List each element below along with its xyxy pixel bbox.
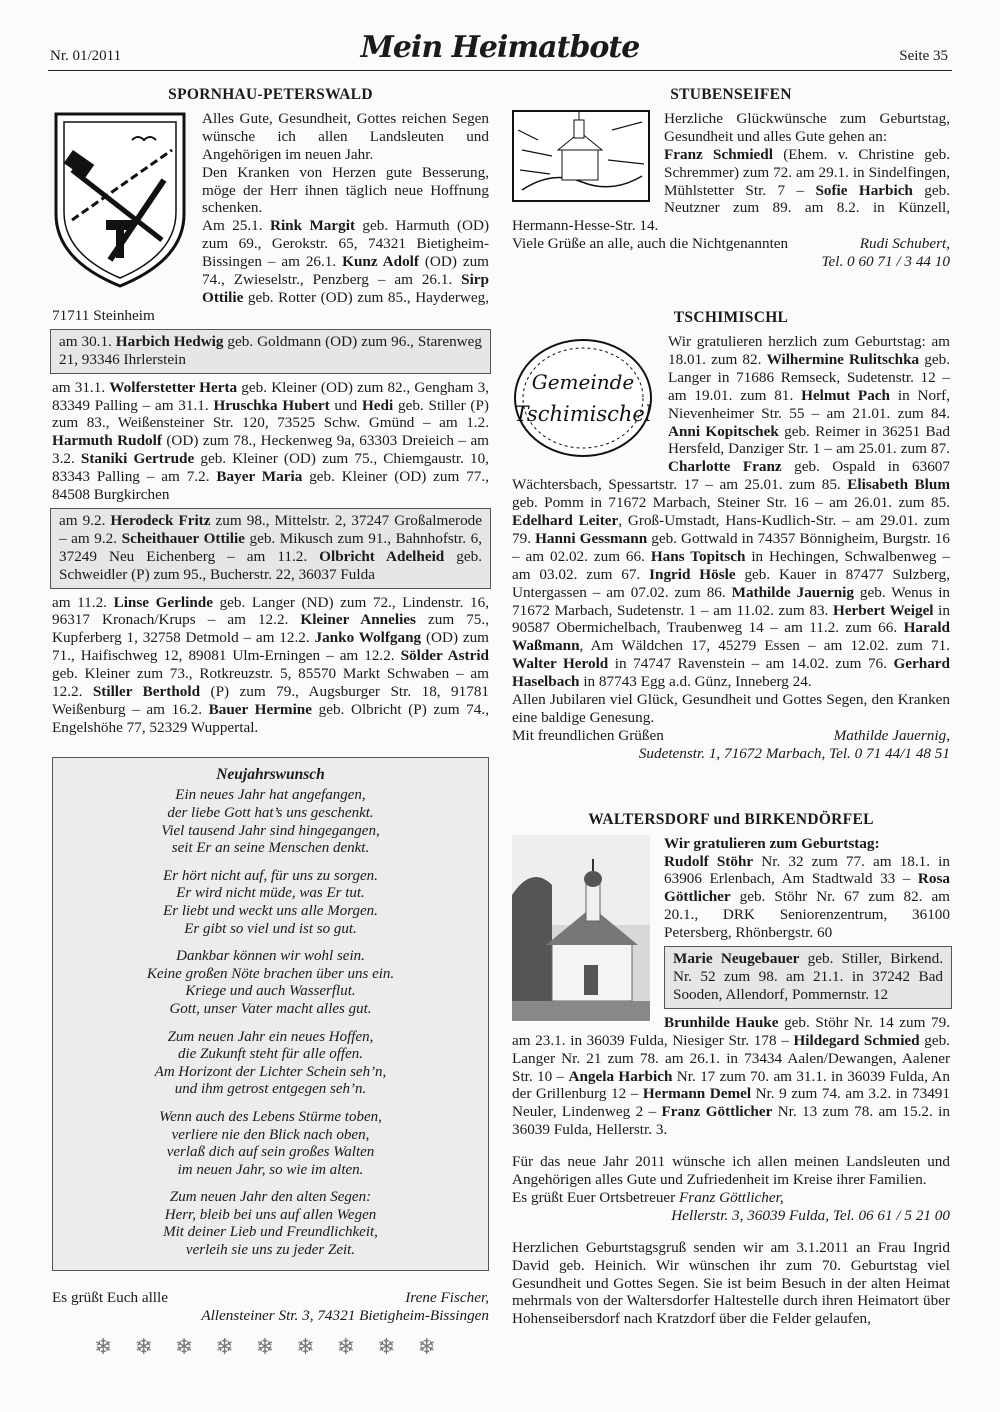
tschimischl-signature: Mit freundlichen Grüßen Mathilde Jauernig, <box>512 726 950 744</box>
section-title-spornhau: SPORNHAU-PETERSWALD <box>168 86 373 103</box>
spornhau-address: Allensteiner Str. 3, 74321 Bietigheim-Bissingen <box>201 1306 489 1324</box>
svg-text:Gemeinde: Gemeinde <box>531 369 635 394</box>
waltersdorf-birthdays-2: Brunhilde Hauke geb. Stöhr Nr. 14 zum 79. am 23.1. in 36039 Fulda, Niesiger Str. 178 – Hildegard Schmied geb. Langer Nr. 21 zum 78. am 26.1. in 73434 Aalen/Dewangen, Aalener Str. 10 – Angela Harbich Nr. 17 zum 70. am 31.1. in 36039 Fulda, An der Grillenburg 12 – Hermann Demel Nr. 9 zum 74. am 3.2. in 73491 Neuler, Lindenweg 2 – Franz Göttlicher Nr. 13 zum 78. am 15.2. in 36039 Fulda, Hellerstr. 3. <box>512 1013 950 1139</box>
waltersdorf-wish: Für das neue Jahr 2011 wünsche ich allen meinen Landsleuten und Angehörigen alles Gute und Zufriedenheit im Kreise ihrer Familien. <box>512 1153 950 1189</box>
section-title-waltersdorf: WALTERSDORF und BIRKENDÖRFEL <box>588 810 874 828</box>
stubenseifen-signature: Viele Grüße an alle, auch die Nichtgenannten Rudi Schubert, <box>512 235 950 253</box>
snowflake-row-icon: ❄ ❄ ❄ ❄ ❄ ❄ ❄ ❄ ❄ <box>94 1334 436 1360</box>
coat-of-arms-image <box>52 110 188 290</box>
new-year-poem-box <box>52 757 489 1271</box>
poem-stanza: Zum neuen Jahr ein neues Hoffen, die Zukunft steht für alle offen. Am Horizont der Lichter Schein seh’n, und ihm getrost entgegen seh’n. <box>154 1028 387 1098</box>
spornhau-birthdays-2: am 31.1. Wolferstetter Herta geb. Kleiner (OD) zum 82., Gengham 3, 83349 Palling – am 31.1. Hruschka Hubert und Hedi geb. Stiller (P) zum 83., Weißensteiner Str. 120, 73525 Schw. Gmünd – am 1.2. Harmuth Rudolf (OD) zum 78., Heckenweg 9a, 63303 Dreieich – am 3.2. Staniki Gertrude geb. Kleiner (OD) zum 75., Chiemgaustr. 10, 83343 Palling – am 7.2. Bayer Maria geb. Kleiner (OD) zum 77., 84508 Burgkirchen <box>52 378 490 504</box>
left-column <box>52 86 490 1360</box>
tschimischl-address: Sudetenstr. 1, 71672 Marbach, Tel. 0 71 44/1 48 51 <box>638 744 950 762</box>
issue-number: Nr. 01/2011 <box>50 48 122 64</box>
waltersdorf-greeting-david: Herzlichen Geburtstagsgruß senden wir am 3.1.2011 an Frau Ingrid David geb. Heinich. Wir wünschen ihr zum 70. Geburtstag viel Gesundheit und Gottes Segen. Sie ist beim Besuch in der alten Heimat mehrmals von der Waltersdorfer Haltestelle durch ihren Heimatort über Hohenseibersdorf nach Kratzdorf über die Felder gelaufen, <box>512 1238 950 1328</box>
church-drawing-image <box>512 110 650 202</box>
section-title-tschimischl: TSCHIMISCHL <box>673 309 789 327</box>
page-number: Seite 35 <box>899 48 948 64</box>
spornhau-signature: Es grüßt Euch allle Irene Fischer, <box>52 1288 489 1306</box>
stubenseifen-phone: Tel. 0 60 71 / 3 44 10 <box>821 253 950 271</box>
poem-stanza: Wenn auch des Lebens Stürme toben, verliere nie den Blick nach oben, verlaß dich auf sein großes Walten im neuen Jahr, so wie im alten. <box>159 1108 382 1178</box>
waltersdorf-address: Hellerstr. 3, 36039 Fulda, Tel. 06 61 / 5 21 00 <box>671 1206 950 1224</box>
section-title-stubenseifen: STUBENSEIFEN <box>670 86 792 103</box>
spornhau-greeting: Alles Gute, Gesundheit, Gottes reichen Segen wünsche ich allen Landsleuten und Angehörigen im neuen Jahr. <box>202 109 489 163</box>
right-column <box>512 86 950 1328</box>
poem-stanza: Ein neues Jahr hat angefangen, der liebe Gott hat’s uns geschenkt. Viel tausend Jahr sind hingegangen, seit Er an seine Menschen denkt. <box>161 787 380 857</box>
poem-title: Neujahrswunsch <box>216 765 325 783</box>
svg-text:Tschimischel: Tschimischel <box>514 401 652 426</box>
spornhau-wish: Den Kranken von Herzen gute Besserung, möge der Herr ihnen täglich neue Hoffnung schenken. <box>202 163 489 217</box>
tschimischl-wish: Allen Jubilaren viel Glück, Gesundheit und Gottes Segen, den Kranken eine baldige Genesung. <box>512 691 950 726</box>
municipal-seal-image <box>512 333 654 463</box>
tschimischl-birthdays: Wir gratulieren herzlich zum Geburtstag: am 18.01. zum 82. Wilhermine Rulitschka geb. Langer in 71686 Remseck, Sudetenstr. 12 – am 19.01. zum 81. Helmut Pach in Norf, Nievenheimer Str. 55 – am 21.01. zum 84. Anni Kopitschek geb. Reimer in 36251 Bad Hersfeld, Danziger Str. 1 – am 25.01. zum 87. Charlotte Franz geb. Ospald in 63607 Wächtersbach, Spessartstr. 17 – am 25.01. zum 85. Elisabeth Blum geb. Pomm in 71672 Marbach, Steiner Str. 16 – am 26.01. zum 85. Edelhard Leiter, Groß-Umstadt, Hans-Kudlich-Str. – am 29.01. zum 79. Hanni Gessmann geb. Gottwald in 74357 Bönnigheim, Burgstr. 16 – am 02.02. zum 66. Hans Topitsch in Hechingen, Schwalbenweg – am 03.02. zum 67. Ingrid Hösle geb. Kauer in 87477 Sulzberg, Untergassen – am 07.02. zum 86. Mathilde Jauernig geb. Wenus in 71672 Marbach, Sudetenstr. 1 – am 11.02. zum 83. Herbert Weigel in 90587 Obermichelbach, Traubenweg 14 – am 11.2. zum 66. Harald Waßmann, Am Wäldchen 17, 45279 Essen – am 12.02. zum 71. Walter Herold in 74747 Ravenstein – am 14.02. zum 76. Gerhard Haselbach in 87743 Egg a.d. Günz, Inneberg 24. <box>512 332 951 691</box>
highlight-box-harbich: am 30.1. Harbich Hedwig geb. Goldmann (OD) zum 96., Starenweg 21, 93346 Ihrlerstein <box>50 329 491 374</box>
chapel-photo-image <box>512 835 650 1021</box>
stubenseifen-intro: Herzliche Glückwünsche zum Geburtstag, Gesundheit und alles Gute gehen an: <box>664 109 950 145</box>
spornhau-birthdays-3: am 11.2. Linse Gerlinde geb. Langer (ND) zum 72., Lindenstr. 16, 96317 Kronach/Krups – am 12.2. Kleiner Annelies zum 75., Kupferberg 1, 32758 Detmold – am 12.2. Janko Wolfgang (OD) zum 71., Haifischweg 12, 89081 Ulm-Erningen – am 12.2. Sölder Astrid geb. Kleiner zum 73., Rotkreuzstr. 5, 85570 Markt Schwaben – am 12.2. Stiller Berthold (P) zum 79., Augsburger Str. 18, 91781 Weißenburg – am 16.2. Bauer Hermine geb. Olbricht (P) zum 74., Engelshöhe 77, 52329 Wuppertal. <box>52 593 490 736</box>
highlight-box-herodeck: am 9.2. Herodeck Fritz zum 98., Mittelstr. 2, 37247 Großalmerode – am 9.2. Scheithauer Ottilie geb. Mikusch zum 91., Bahnhofstr. 6, 37249 Neu Eichenberg – am 11.2. Olbricht Adelheid geb. Schweidler (P) zum 95., Bucherstr. 22, 36037 Fulda <box>50 508 491 589</box>
spornhau-birthdays-1: Am 25.1. Rink Margit geb. Harmuth (OD) zum 69., Gerokstr. 65, 74321 Bietigheim-Bissingen – am 26.1. Kunz Adolf (OD) zum 74., Zwieselstr., Penzberg – am 26.1. Sirp Ottilie geb. Rotter (OD) zum 85., Hayderweg, 71711 Steinheim <box>52 217 490 324</box>
poem-stanza: Zum neuen Jahr den alten Segen: Herr, bleib bei uns auf allen Wegen Mit deiner Lieb und Freundlichkeit, verleih sie uns zu jeder Zeit. <box>163 1189 378 1259</box>
header-rule <box>48 70 952 71</box>
stubenseifen-birthdays: Franz Schmiedl (Ehem. v. Christine geb. Schremmer) zum 72. am 29.1. in Sindelfingen, Mühlstetter Str. 7 – Sofie Harbich geb. Neutzner zum 89. am 8.2. in Künzell, Hermann-Hesse-Str. 14. <box>512 145 951 235</box>
waltersdorf-birthdays-1: Wir gratulieren zum Geburtstag: Rudolf Stöhr Nr. 32 zum 77. am 18.1. in 63906 Erlenbach, Am Stadtwald 33 – Rosa Göttlicher geb. Stöhr Nr. 67 zum 82. am 20.1., DRK Seniorenzentrum, 36100 Petersberg, Rhönbergstr. 60 <box>664 834 950 942</box>
poem-stanza: Dankbar können wir wohl sein. Keine großen Nöte brachen über uns ein. Kriege und auch Wasserflut. Gott, unser Vater macht alles gut. <box>146 948 395 1017</box>
newspaper-title: Mein Heimatbote <box>360 30 640 65</box>
highlight-box-neugebauer: Marie Neugebauer geb. Stiller, Birkend. Nr. 52 zum 98. am 21.1. in 37242 Bad Sooden, Allendorf, Pommernstr. 12 <box>664 946 952 1009</box>
waltersdorf-greeting: Es grüßt Euer Ortsbetreuer Franz Göttlicher, <box>512 1188 784 1206</box>
poem-stanza: Er hört nicht auf, für uns zu sorgen. Er wird nicht müde, was Er tut. Er liebt und weckt uns alle Morgen. Er gibt so viel und ist so gut. <box>163 867 378 937</box>
